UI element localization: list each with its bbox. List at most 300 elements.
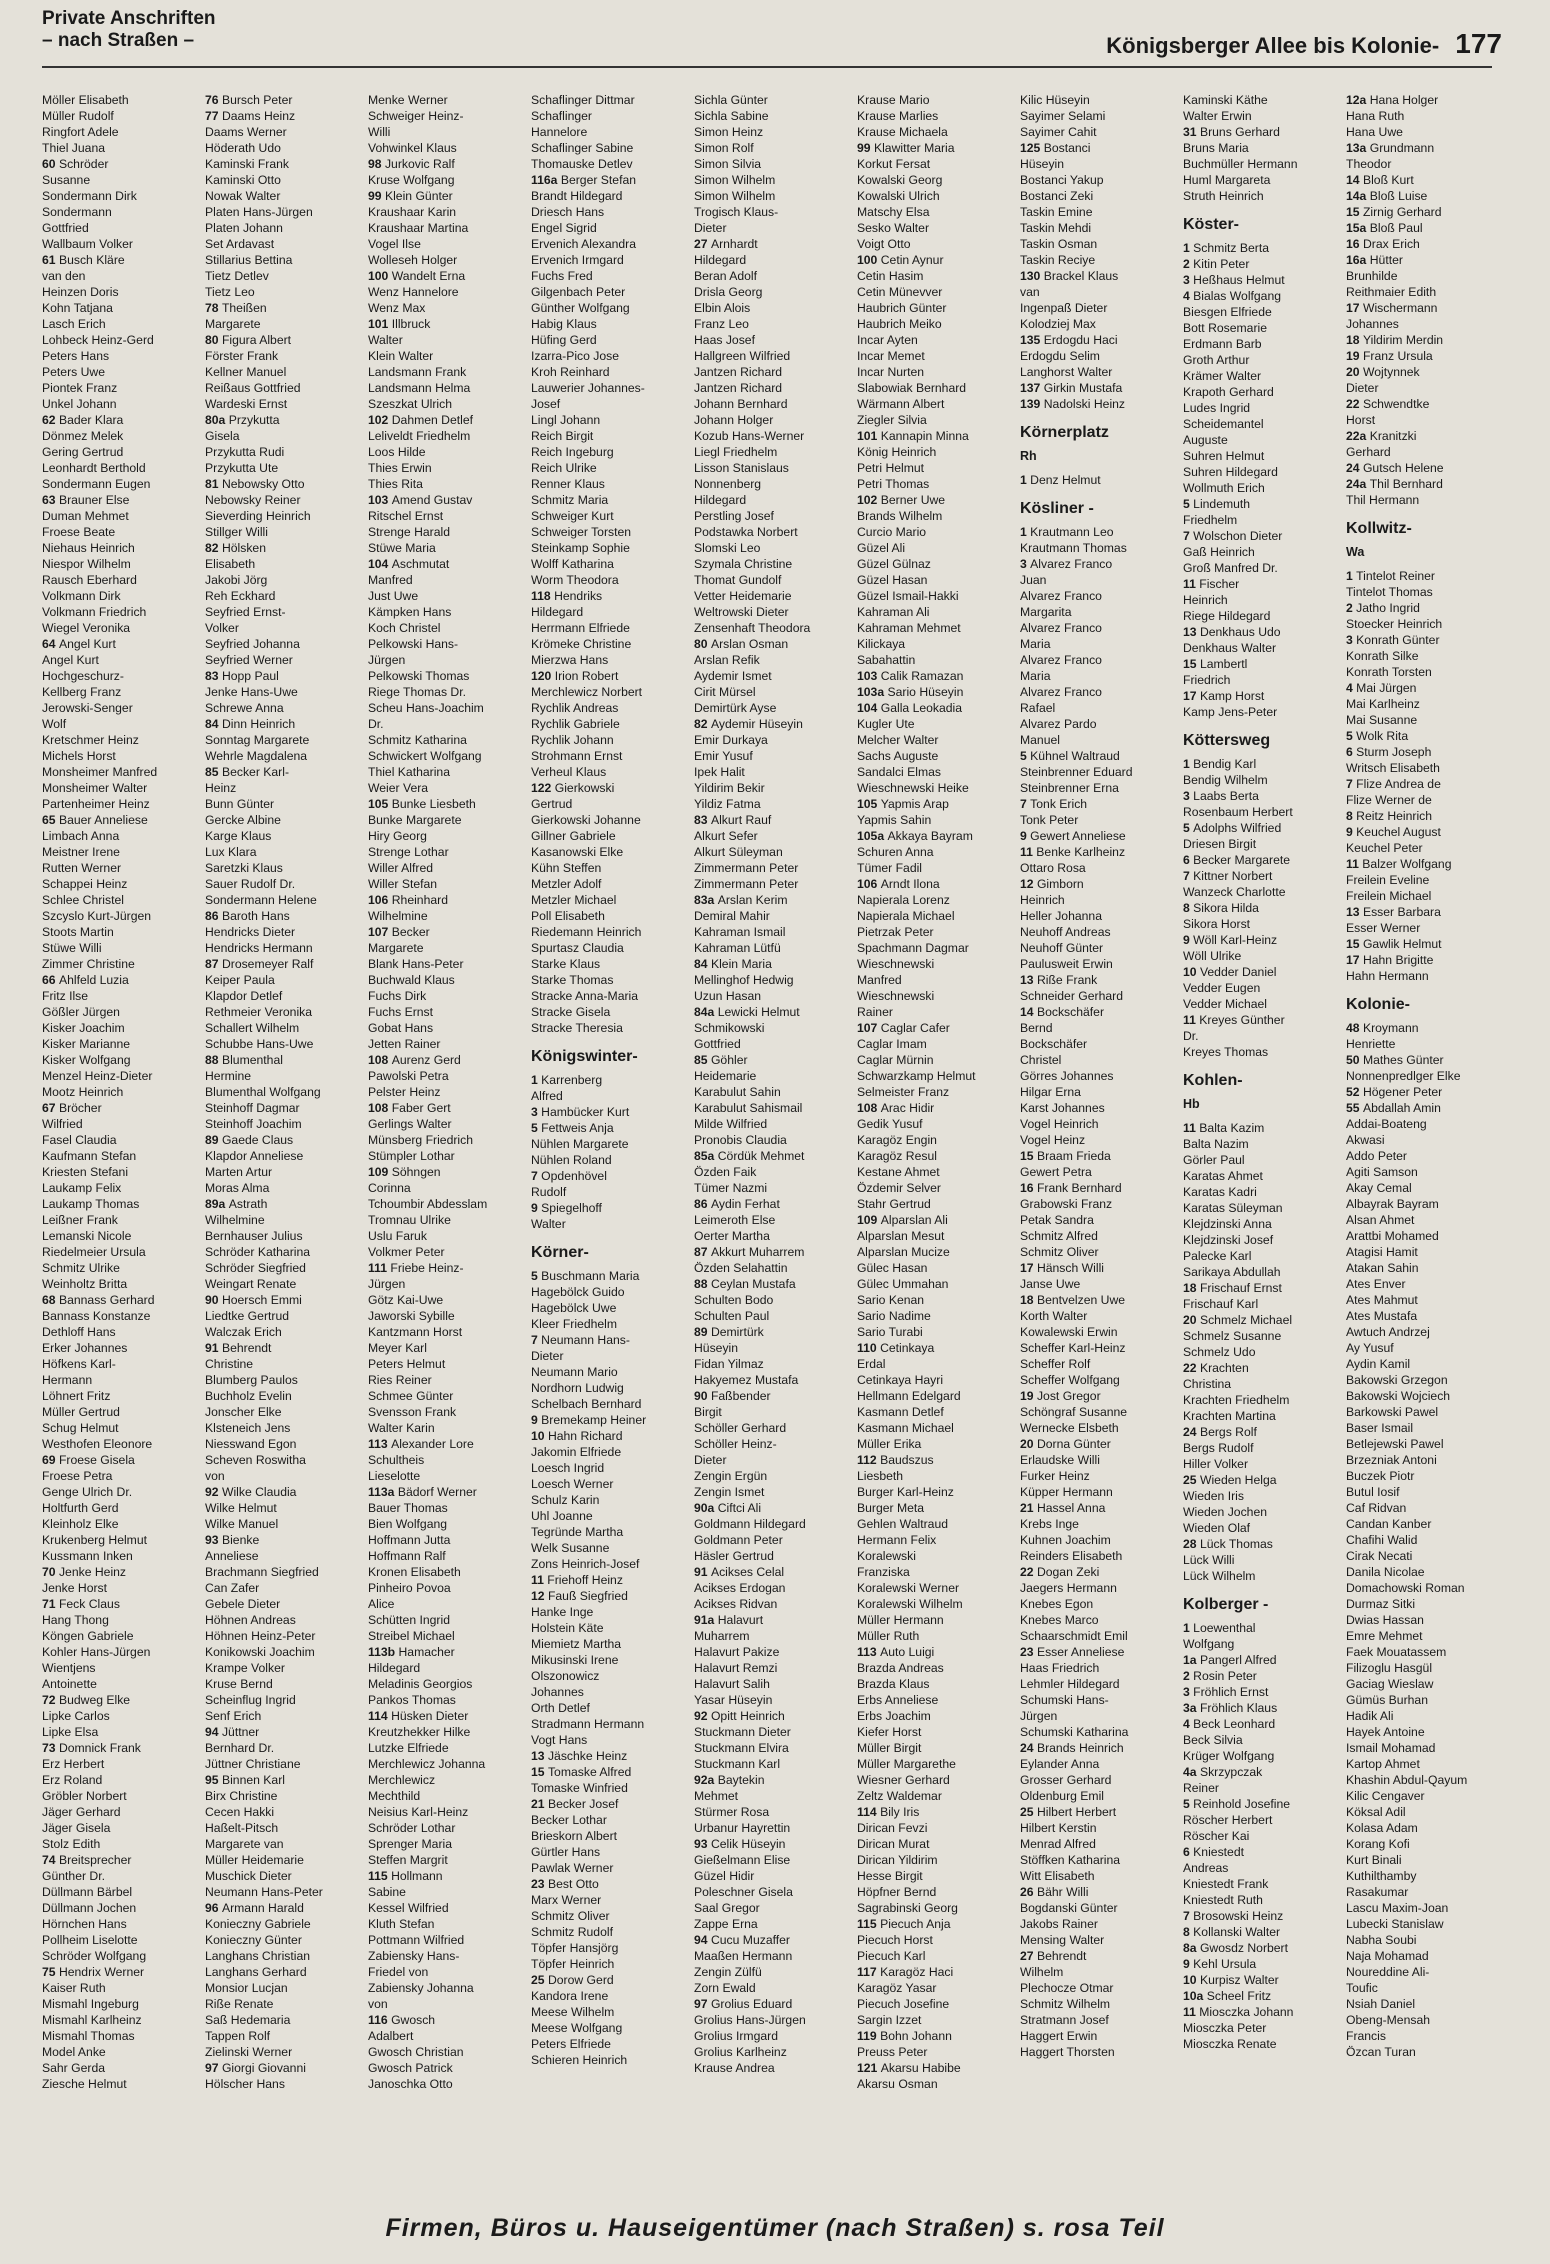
directory-entry: Pelkowski Hans- [368,637,459,651]
directory-entry: Mensing Walter [1020,1933,1105,1947]
directory-entry: Gaciag Wieslaw [1346,1677,1434,1691]
directory-entry: Vedder Michael [1183,997,1268,1011]
directory-entry: Petak Sandra [1020,1213,1094,1227]
directory-entry: Napierala Michael [857,909,955,923]
directory-entry: 1 Krautmann Leo [1020,525,1114,539]
directory-entry: Holtfurth Gerd [42,1501,119,1515]
directory-entry: Blumenthal Wolfgang [205,1085,321,1099]
directory-entry: Kartop Ahmet [1346,1757,1420,1771]
directory-entry: Wolfgang [1183,1637,1235,1651]
directory-entry: Güzel Ali [857,541,906,555]
directory-entry: van den [42,269,86,283]
directory-entry: 17 Hänsch Willi [1020,1261,1104,1275]
directory-entry: Sandalci Elmas [857,765,941,779]
listing-column [857,92,1007,2182]
directory-entry: Klejdzinski Josef [1183,1233,1274,1247]
directory-entry: Simon Heinz [694,125,764,139]
directory-entry: Ritschel Ernst [368,509,444,523]
directory-entry: Noureddine Ali- [1346,1965,1430,1979]
directory-entry: Krautmann Thomas [1020,541,1127,555]
directory-entry: Paulusweit Erwin [1020,957,1113,971]
directory-entry: Fasel Claudia [42,1133,117,1147]
directory-entry: Jürgen [1020,1709,1058,1723]
directory-entry: Korang Kofi [1346,1837,1410,1851]
directory-entry: 71 Feck Claus [42,1597,120,1611]
directory-entry: Hiry Georg [368,829,427,843]
directory-entry: 66 Ahlfeld Luzia [42,973,129,987]
directory-entry: Ates Enver [1346,1277,1406,1291]
directory-entry: Bakowski Grzegon [1346,1373,1448,1387]
directory-entry: Korkut Fersat [857,157,931,171]
directory-entry: Jerowski-Senger [42,701,133,715]
directory-entry: 24 Bergs Rolf [1183,1425,1257,1439]
directory-entry: Koralewski [857,1549,916,1563]
directory-entry: Kleinholz Elke [42,1517,119,1531]
directory-entry: 17 Hahn Brigitte [1346,953,1434,967]
directory-entry: Stümpler Lothar [368,1149,455,1163]
directory-entry: Gießelmann Elise [694,1853,791,1867]
directory-entry: Zorn Ewald [694,1981,756,1995]
directory-entry: Schaarschmidt Emil [1020,1629,1128,1643]
directory-entry: Ates Mahmut [1346,1293,1418,1307]
directory-entry: Gürtler Hans [531,1845,601,1859]
listing-column [1346,92,1496,2182]
directory-entry: Wanzeck Charlotte [1183,885,1286,899]
directory-entry: 9 Keuchel August [1346,825,1441,839]
directory-entry: Monsheimer Manfred [42,765,158,779]
directory-entry: Leonhardt Berthold [42,461,146,475]
directory-entry: Writsch Elisabeth [1346,761,1440,775]
directory-entry: Lisson Stanislaus [694,461,789,475]
directory-entry: Goldmann Peter [694,1533,783,1547]
directory-entry: Ries Reiner [368,1373,432,1387]
directory-entry: Genge Ulrich Dr. [42,1485,133,1499]
directory-entry: Wieschnewski [857,957,935,971]
directory-entry: 24 Brands Heinrich [1020,1741,1124,1755]
directory-entry: Meistner Irene [42,845,120,859]
directory-entry: 3 Hambücker Kurt [531,1105,630,1119]
directory-entry: Schappei Heinz [42,877,128,891]
directory-entry: van [1020,285,1040,299]
directory-entry: Dr. [1183,1029,1199,1043]
directory-entry: Tümer Fadil [857,861,923,875]
directory-entry: 11 Miosczka Johann [1183,2005,1294,2019]
directory-entry: Andreas [1183,1861,1229,1875]
directory-entry: Brands Wilhelm [857,509,943,523]
directory-entry: Caglar Mürnin [857,1053,934,1067]
directory-entry: Cetin Hasim [857,269,924,283]
directory-entry: Wolleseh Holger [368,253,458,267]
directory-entry: 81 Nebowsky Otto [205,477,305,491]
directory-entry: Herrmann Elfriede [531,621,630,635]
directory-entry: Set Ardavast [205,237,275,251]
directory-entry: Korth Walter [1020,1309,1088,1323]
directory-entry: Friedhelm [1183,513,1238,527]
directory-entry: Günther Wolfgang [531,301,630,315]
directory-entry: Erbs Anneliese [857,1693,939,1707]
directory-entry: Hiller Volker [1183,1457,1249,1471]
directory-entry: 15 Lambertl [1183,657,1248,671]
directory-entry: Scheu Hans-Joachim [368,701,484,715]
directory-entry: 17 Kamp Horst [1183,689,1265,703]
directory-entry: Buchholz Evelin [205,1389,292,1403]
directory-entry: Alvarez Pardo [1020,717,1097,731]
directory-entry: 77 Daams Heinz [205,109,296,123]
directory-entry: Christel [1020,1053,1062,1067]
directory-entry: 50 Mathes Günter [1346,1053,1444,1067]
directory-entry: Laukamp Thomas [42,1197,140,1211]
directory-entry: 114 Hüsken Dieter [368,1709,469,1723]
directory-entry: 11 Balta Kazim [1183,1121,1265,1135]
directory-entry: Adalbert [368,2029,414,2043]
directory-entry: 113a Bädorf Werner [368,1485,477,1499]
directory-entry: Kraushaar Karin [368,205,457,219]
directory-entry: Michels Horst [42,749,116,763]
directory-entry: 21 Hassel Anna [1020,1501,1106,1515]
directory-entry: 107 Caglar Cafer [857,1021,950,1035]
directory-entry: 84a Lewicki Helmut [694,1005,800,1019]
listing-column [368,92,518,2182]
directory-entry: Schröder Lothar [368,1821,456,1835]
directory-entry: 93 Celik Hüseyin [694,1837,786,1851]
directory-entry: Oldenburg Emil [1020,1789,1104,1803]
directory-entry: Birgit [694,1405,722,1419]
directory-entry: Josef [531,397,561,411]
directory-entry: 18 Yildirim Merdin [1346,333,1444,347]
directory-entry: 104 Galla Leokadia [857,701,963,715]
directory-entry: Gümüs Burhan [1346,1693,1428,1707]
directory-entry: Hochgeschurz- [42,669,124,683]
directory-entry: Beck Silvia [1183,1733,1243,1747]
directory-entry: Pawolski Petra [368,1069,449,1083]
directory-entry: 9 Wöll Karl-Heinz [1183,933,1278,947]
directory-entry: 90a Ciftci Ali [694,1501,762,1515]
directory-entry: Müller Erika [857,1437,922,1451]
directory-entry: Grolius Hans-Jürgen [694,2013,806,2027]
directory-entry: Ludes Ingrid [1183,401,1251,415]
directory-entry: Walter [368,333,403,347]
directory-entry: 31 Bruns Gerhard [1183,125,1280,139]
directory-entry: Aydin Kamil [1346,1357,1411,1371]
directory-entry: 106 Rheinhard [368,893,448,907]
directory-entry: Knebes Egon [1020,1597,1094,1611]
directory-entry: Kahraman Mehmet [857,621,961,635]
directory-entry: Gottfried [42,221,89,235]
directory-entry: Lutzke Elfriede [368,1741,449,1755]
directory-entry: Steinhoff Dagmar [205,1101,300,1115]
directory-entry: Förster Frank [205,349,279,363]
directory-entry: 24a Thil Bernhard [1346,477,1443,491]
directory-entry: 17 Wischermann [1346,301,1438,315]
directory-entry: Weingart Renate [205,1277,297,1291]
directory-entry: Görler Paul [1183,1153,1245,1167]
directory-entry: Töpfer Heinrich [531,1957,615,1971]
directory-entry: Dirican Murat [857,1837,930,1851]
directory-entry: Kaufmann Stefan [42,1149,137,1163]
directory-entry: Flize Werner de [1346,793,1432,807]
directory-entry: Hüfing Gerd [531,333,597,347]
directory-entry: 104 Aschmutat [368,557,450,571]
directory-entry: Drisla Georg [694,285,763,299]
directory-entry: Emir Durkaya [694,733,768,747]
directory-entry: 12 Fauß Siegfried [531,1589,628,1603]
directory-entry: 109 Söhngen [368,1165,441,1179]
directory-entry: Müller Hermann [857,1613,944,1627]
directory-entry: Kaminski Frank [205,157,289,171]
directory-entry: Domachowski Roman [1346,1581,1465,1595]
directory-entry: Peters Uwe [42,365,105,379]
directory-entry: Ottaro Rosa [1020,861,1086,875]
directory-entry: Stoecker Heinrich [1346,617,1443,631]
directory-entry: Hildegard [694,493,747,507]
directory-entry: Brachmann Siegfried [205,1565,319,1579]
directory-entry: 7 Kittner Norbert [1183,869,1273,883]
directory-entry: Kroh Reinhard [531,365,610,379]
directory-entry: Gierkowski Johanne [531,813,641,827]
directory-entry: Lauwerier Johannes- [531,381,645,395]
directory-entry: Nordhorn Ludwig [531,1381,624,1395]
directory-entry: Simon Wilhelm [694,189,776,203]
directory-entry: Bernd [1020,1021,1053,1035]
directory-entry: Thiel Katharina [368,765,450,779]
directory-entry: Bauer Thomas [368,1501,448,1515]
listing-columns [42,92,1502,2182]
directory-entry: Kozub Hans-Werner [694,429,805,443]
street-heading: Kohlen- [1183,1072,1243,1089]
directory-entry: 73 Domnick Frank [42,1741,141,1755]
directory-entry: Butul Iosif [1346,1485,1400,1499]
directory-entry: 23 Best Otto [531,1877,599,1891]
directory-entry: Bott Rosemarie [1183,321,1267,335]
directory-entry: Wolf [42,717,67,731]
directory-entry: Schwickert Wolfgang [368,749,482,763]
directory-entry: Awtuch Andrzej [1346,1325,1430,1339]
directory-entry: Mai Susanne [1346,713,1418,727]
directory-entry: Wieden Jochen [1183,1505,1268,1519]
directory-entry: 28 Lück Thomas [1183,1537,1273,1551]
directory-entry: 84 Klein Maria [694,957,772,971]
directory-entry: 97 Giorgi Giovanni [205,2061,306,2075]
directory-entry: Kisker Wolfgang [42,1053,131,1067]
directory-entry: Müller Gertrud [42,1405,120,1419]
directory-entry: Slabowiak Bernhard [857,381,967,395]
directory-entry: 74 Breitsprecher [42,1853,132,1867]
directory-entry: Obeng-Mensah [1346,2013,1431,2027]
directory-entry: Meyer Karl [368,1341,427,1355]
directory-entry: 101 Kannapin Minna [857,429,969,443]
directory-entry: Faek Mouatassem [1346,1645,1447,1659]
directory-entry: Taskin Mehdi [1020,221,1092,235]
directory-entry: 80 Figura Albert [205,333,292,347]
directory-entry: Dieter [694,1453,727,1467]
directory-entry: Duman Mehmet [42,509,129,523]
directory-entry: Kisker Marianne [42,1037,131,1051]
directory-entry: Arattbi Mohamed [1346,1229,1439,1243]
directory-entry: Margarete [368,941,424,955]
directory-entry: Karabulut Sahin [694,1085,781,1099]
directory-entry: Hang Thong [42,1613,109,1627]
directory-entry: Mai Karlheinz [1346,697,1420,711]
directory-entry: Stuckmann Karl [694,1757,781,1771]
directory-entry: Krüger Wolfgang [1183,1749,1275,1763]
directory-entry: Hana Uwe [1346,125,1403,139]
directory-entry: Moras Alma [205,1181,270,1195]
directory-entry: Hakyemez Mustafa [694,1373,799,1387]
directory-entry: Haas Friedrich [1020,1661,1100,1675]
directory-entry: Fidan Yilmaz [694,1357,764,1371]
directory-entry: Akay Cemal [1346,1181,1412,1195]
directory-entry: Schöller Gerhard [694,1421,787,1435]
directory-entry: 105 Yapmis Arap [857,797,949,811]
directory-entry: Brazda Klaus [857,1677,930,1691]
directory-entry: Willi [368,125,391,139]
directory-entry: Vogel Ilse [368,237,421,251]
directory-entry: 14 Bockschäfer [1020,1005,1105,1019]
directory-entry: Zielinski Werner [205,2045,293,2059]
directory-entry: Alvarez Franco [1020,685,1102,699]
directory-entry: 86 Baroth Hans [205,909,290,923]
directory-entry: Jaworski Sybille [368,1309,455,1323]
directory-entry: Biesgen Elfriede [1183,305,1272,319]
directory-entry: 84 Dinn Heinrich [205,717,296,731]
directory-entry: Schmee Günter [368,1389,454,1403]
directory-entry: 11 Balzer Wolfgang [1346,857,1452,871]
directory-entry: Liesbeth [857,1469,904,1483]
directory-entry: 94 Cucu Muzaffer [694,1933,790,1947]
directory-entry: Schaflinger [531,109,592,123]
directory-entry: Karagöz Yasar [857,1981,937,1995]
directory-entry: Saal Gregor [694,1901,760,1915]
directory-entry: Perstling Josef [694,509,774,523]
directory-entry: Alvarez Franco [1020,589,1102,603]
directory-entry: Starke Thomas [531,973,614,987]
directory-entry: Neumann Mario [531,1365,618,1379]
directory-entry: Miemietz Martha [531,1637,622,1651]
directory-entry: 101 Illbruck [368,317,431,331]
directory-entry: Ervenich Irmgard [531,253,624,267]
directory-entry: Lohbeck Heinz-Gerd [42,333,154,347]
directory-entry: Landsmann Frank [368,365,467,379]
directory-entry: Kahraman Ismail [694,925,786,939]
directory-entry: Trogisch Klaus- [694,205,779,219]
directory-entry: Stracke Anna-Maria [531,989,639,1003]
directory-entry: Reißaus Gottfried [205,381,301,395]
directory-entry: Kämpken Hans [368,605,452,619]
directory-entry: Zabiensky Johanna [368,1981,474,1995]
directory-entry: Menke Werner [368,93,448,107]
directory-entry: Müller Rudolf [42,109,114,123]
directory-entry: Krämer Walter [1183,369,1262,383]
directory-entry: Eylander Anna [1020,1757,1100,1771]
directory-entry: Özden Selahattin [694,1261,788,1275]
street-heading: Kösliner - [1020,500,1094,517]
directory-entry: Rainer [857,1005,893,1019]
directory-entry: 13 Denkhaus Udo [1183,625,1281,639]
district-code: Rh [1020,449,1037,463]
directory-entry: Konrath Silke [1346,649,1419,663]
directory-entry: Senf Erich [205,1709,262,1723]
directory-entry: Monsior Lucjan [205,1981,288,1995]
directory-entry: Seyfried Werner [205,653,293,667]
directory-entry: Stillger Willi [205,525,268,539]
directory-entry: Kniestedt Ruth [1183,1893,1263,1907]
directory-entry: Jaegers Hermann [1020,1581,1117,1595]
directory-entry: 102 Dahmen Detlef [368,413,474,427]
directory-entry: Selmeister Franz [857,1085,950,1099]
directory-entry: Fritz Ilse [42,989,89,1003]
directory-entry: 15 Zirnig Gerhard [1346,205,1442,219]
directory-entry: Kruse Wolfgang [368,173,455,187]
directory-entry: Grolius Karlheinz [694,2045,787,2059]
directory-entry: Zappe Erna [694,1917,758,1931]
directory-entry: 108 Aurenz Gerd [368,1053,461,1067]
directory-entry: Mismahl Thomas [42,2029,135,2043]
directory-entry: Just Uwe [368,589,419,603]
directory-entry: Kilic Cengaver [1346,1789,1425,1803]
directory-entry: Heinrich [1020,893,1065,907]
directory-entry: Thomauske Detlev [531,157,633,171]
directory-entry: Schmelz Udo [1183,1345,1256,1359]
directory-entry: Lux Klara [205,845,257,859]
directory-entry: Durmaz Sitki [1346,1597,1416,1611]
directory-entry: Tietz Leo [205,285,255,299]
directory-entry: Uslu Faruk [368,1229,427,1243]
directory-entry: Kaminski Käthe [1183,93,1268,107]
directory-entry: Kohler Hans-Jürgen [42,1645,151,1659]
directory-entry: Atagisi Hamit [1346,1245,1418,1259]
directory-entry: Metzler Adolf [531,877,602,891]
directory-entry: Akwasi [1346,1133,1385,1147]
directory-entry: 99 Klawitter Maria [857,141,955,155]
directory-entry: 63 Brauner Else [42,493,130,507]
directory-entry: 23 Esser Anneliese [1020,1645,1125,1659]
directory-entry: Schmitz Alfred [1020,1229,1098,1243]
directory-entry: Haas Josef [694,333,755,347]
directory-entry: 118 Hendriks [531,589,603,603]
directory-entry: Schöller Heinz- [694,1437,777,1451]
directory-entry: 15 Braam Frieda [1020,1149,1111,1163]
directory-entry: Heller Johanna [1020,909,1102,923]
directory-entry: 121 Akarsu Habibe [857,2061,961,2075]
directory-entry: 116 Gwosch [368,2013,436,2027]
directory-entry: 19 Jost Gregor [1020,1389,1101,1403]
directory-entry: Hesse Birgit [857,1869,923,1883]
directory-entry: 22 Krachten [1183,1361,1249,1375]
directory-entry: Ervenich Alexandra [531,237,637,251]
directory-entry: 76 Bursch Peter [205,93,293,107]
directory-entry: 12 Gimborn [1020,877,1084,891]
directory-entry: Tomaske Winfried [531,1781,628,1795]
directory-entry: Cirak Necati [1346,1549,1413,1563]
directory-entry: Röscher Kai [1183,1829,1250,1843]
directory-entry: 113b Hamacher [368,1645,455,1659]
directory-entry: Kantzmann Horst [368,1325,463,1339]
directory-entry: 87 Drosemeyer Ralf [205,957,314,971]
directory-entry: Zengin Ergün [694,1469,768,1483]
header-divider [42,66,1492,68]
directory-entry: Buchmüller Hermann [1183,157,1298,171]
directory-entry: Ismail Mohamad [1346,1741,1436,1755]
directory-entry: Emre Mehmet [1346,1629,1423,1643]
directory-entry: Thomat Gundolf [694,573,782,587]
directory-entry: Sachs Auguste [857,749,939,763]
directory-entry: Wilhelmine [205,1213,265,1227]
directory-entry: Mierzwa Hans [531,653,609,667]
directory-entry: Alkurt Sefer [694,829,758,843]
directory-entry: Szymala Christine [694,557,793,571]
directory-entry: 91a Halavurt [694,1613,764,1627]
directory-entry: 13a Grundmann [1346,141,1435,155]
